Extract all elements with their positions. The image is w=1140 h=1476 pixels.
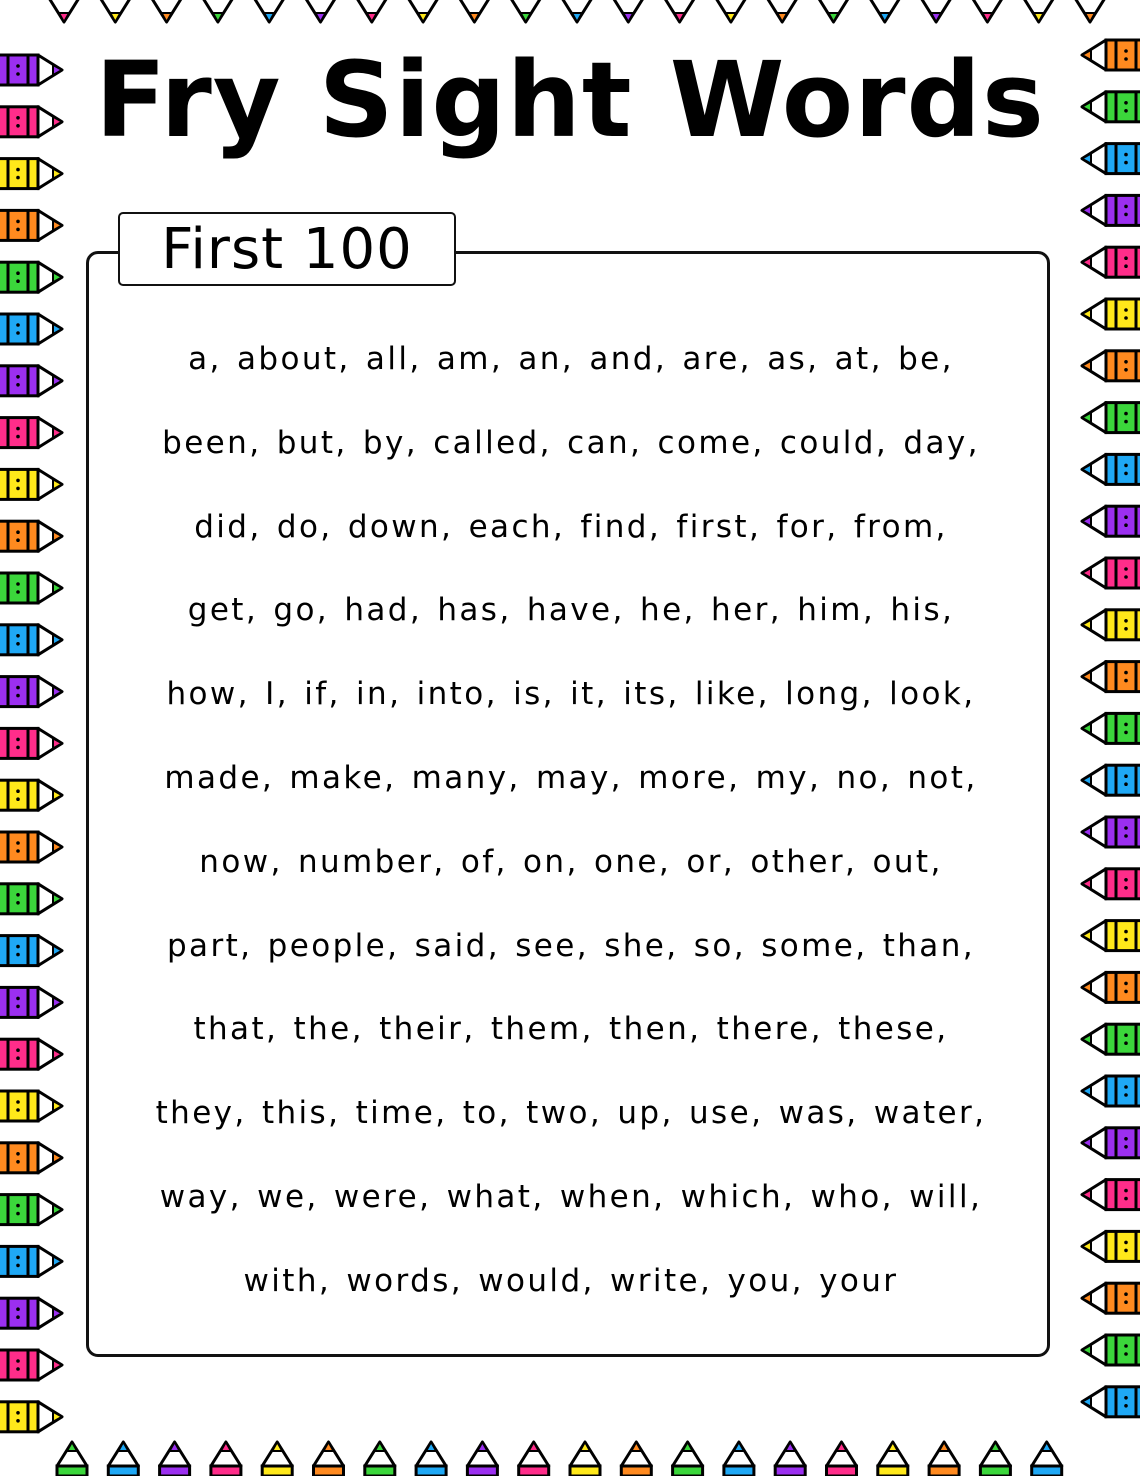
- crayon-icon: [1082, 1335, 1140, 1365]
- crayon-icon: [972, 0, 1002, 22]
- crayon-icon: [100, 0, 130, 22]
- crayon-icon: [1082, 817, 1140, 847]
- crayon-icon: [365, 1442, 395, 1476]
- crayon-icon: [562, 0, 592, 22]
- crayon-icon: [0, 521, 62, 551]
- word-line: part, people, said, see, she, so, some, than,: [166, 927, 976, 964]
- crayon-icon: [1082, 1128, 1140, 1158]
- word-line: they, this, time, to, two, up, use, was, water,: [155, 1095, 987, 1132]
- crayon-icon: [0, 1091, 62, 1121]
- crayon-icon: [511, 0, 541, 22]
- crayon-icon: [1024, 0, 1054, 22]
- crayon-icon: [160, 1442, 190, 1476]
- crayon-icon: [870, 0, 900, 22]
- crayon-icon: [570, 1442, 600, 1476]
- crayon-icon: [0, 936, 62, 966]
- crayon-icon: [921, 0, 951, 22]
- crayon-icon: [262, 1442, 292, 1476]
- crayon-icon: [716, 0, 746, 22]
- crayon-icon: [819, 0, 849, 22]
- crayon-icon: [1075, 0, 1105, 22]
- crayon-icon: [0, 832, 62, 862]
- crayon-icon: [1082, 765, 1140, 795]
- crayon-icon: [1082, 1024, 1140, 1054]
- crayon-icon: [0, 210, 62, 240]
- crayon-icon: [49, 0, 79, 22]
- crayon-icon: [1082, 558, 1140, 588]
- crayon-icon: [467, 1442, 497, 1476]
- crayon-icon: [613, 0, 643, 22]
- crayon-icon: [0, 1195, 62, 1225]
- crayon-icon: [0, 262, 62, 292]
- crayon-icon: [416, 1442, 446, 1476]
- crayon-icon: [108, 1442, 138, 1476]
- word-line: made, make, many, may, more, my, no, not,: [164, 759, 978, 796]
- crayon-icon: [665, 0, 695, 22]
- crayon-icon: [1082, 921, 1140, 951]
- crayon-icon: [408, 0, 438, 22]
- crayon-icon: [621, 1442, 651, 1476]
- crayon-icon: [929, 1442, 959, 1476]
- crayon-icon: [203, 0, 233, 22]
- crayon-icon: [1082, 610, 1140, 640]
- crayon-icon: [0, 625, 62, 655]
- crayon-icon: [254, 0, 284, 22]
- crayon-icon: [1082, 1231, 1140, 1261]
- crayon-icon: [0, 469, 62, 499]
- word-line: get, go, had, has, have, he, her, him, his,: [187, 592, 955, 629]
- crayon-icon: [1082, 1180, 1140, 1210]
- crayon-icon: [0, 677, 62, 707]
- crayon-icon: [1082, 972, 1140, 1002]
- crayon-icon: [1082, 195, 1140, 225]
- word-line: how, I, if, in, into, is, it, its, like, long, look,: [166, 676, 976, 713]
- crayon-icon: [314, 1442, 344, 1476]
- crayon-icon: [1082, 454, 1140, 484]
- crayon-icon: [0, 1143, 62, 1173]
- crayon-icon: [1082, 1283, 1140, 1313]
- page-title: Fry Sight Words: [95, 39, 1045, 161]
- word-line: with, words, would, write, you, your: [243, 1262, 899, 1299]
- crayon-icon: [0, 1039, 62, 1069]
- crayon-icon: [980, 1442, 1010, 1476]
- word-line: a, about, all, am, an, and, are, as, at, be,: [188, 341, 954, 377]
- word-line: way, we, were, what, when, which, who, will,: [159, 1178, 983, 1215]
- crayon-icon: [0, 987, 62, 1017]
- crayon-icon: [211, 1442, 241, 1476]
- crayon-icon: [0, 1350, 62, 1380]
- crayon-icon: [0, 780, 62, 810]
- crayon-icon: [57, 1442, 87, 1476]
- crayon-icon: [1032, 1442, 1062, 1476]
- crayon-icon: [519, 1442, 549, 1476]
- crayon-icon: [1082, 1387, 1140, 1417]
- crayon-icon: [673, 1442, 703, 1476]
- crayon-icon: [0, 418, 62, 448]
- word-line: been, but, by, called, can, come, could, day,: [162, 424, 980, 461]
- section-tab: First 100: [118, 212, 456, 286]
- crayon-icon: [152, 0, 182, 22]
- word-line: that, the, their, them, then, there, these,: [193, 1011, 949, 1048]
- crayon-icon: [0, 366, 62, 396]
- crayon-icon: [1082, 1076, 1140, 1106]
- crayon-icon: [878, 1442, 908, 1476]
- crayon-icon: [1082, 299, 1140, 329]
- crayon-icon: [0, 728, 62, 758]
- crayon-icon: [767, 0, 797, 22]
- crayon-icon: [0, 314, 62, 344]
- word-line: now, number, of, on, one, or, other, out,: [199, 843, 943, 880]
- crayon-icon: [1082, 247, 1140, 277]
- crayon-icon: [0, 1246, 62, 1276]
- crayon-icon: [1082, 351, 1140, 381]
- crayon-icon: [357, 0, 387, 22]
- crayon-icon: [1082, 713, 1140, 743]
- crayon-icon: [0, 573, 62, 603]
- crayon-icon: [827, 1442, 857, 1476]
- crayon-icon: [0, 1298, 62, 1328]
- crayon-icon: [1082, 403, 1140, 433]
- crayon-icon: [1082, 506, 1140, 536]
- crayon-icon: [0, 1402, 62, 1432]
- crayon-icon: [1082, 869, 1140, 899]
- word-list: [86, 318, 1056, 1324]
- crayon-icon: [459, 0, 489, 22]
- word-line: did, do, down, each, find, first, for, from,: [194, 508, 948, 545]
- crayon-icon: [0, 884, 62, 914]
- crayon-icon: [724, 1442, 754, 1476]
- crayon-icon: [1082, 662, 1140, 692]
- crayon-icon: [306, 0, 336, 22]
- crayon-icon: [775, 1442, 805, 1476]
